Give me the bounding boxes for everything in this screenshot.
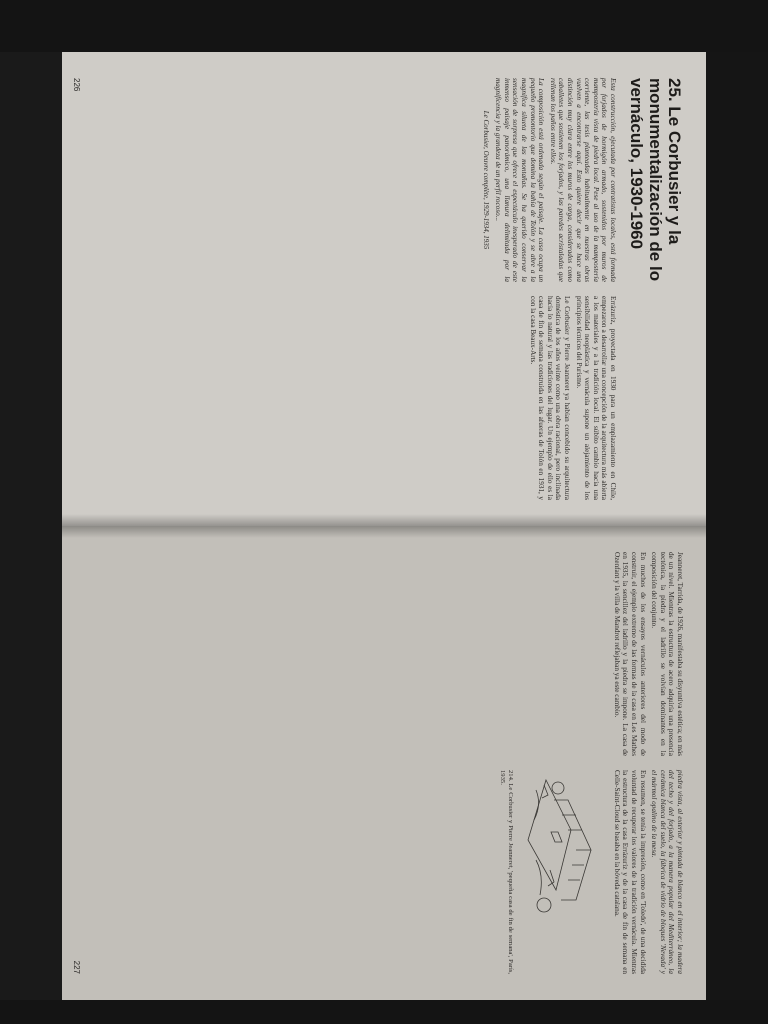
paragraph: Jeanneret, Tarrida, de 1926, manifestaba su disyuntiva estética; en más de un nivel. Mientras la estructura de acero adquiría una presencia tectónica, la piedra y el ladrillo se volvían dominantes en la composición del conjunto. xyxy=(650,552,684,756)
paragraph: Errázuriz, proyectada en 1930 para un emplazamiento en Chile, empezaron a desarrollar una concepción de la arquitectura más abierta a los materiales y a la tradición local. El súbito cambio hacia una sensibilidad neoplástica y vernácula supone un alejamiento de los principios técnicos del Purismo. xyxy=(574,296,617,500)
axonometric-drawing xyxy=(518,770,606,920)
figure-caption: 214. Le Corbusier y Pierre Jeanneret, 'pequeña casa de fin de semana', París, 1935. xyxy=(499,770,515,974)
photo-background-right xyxy=(706,52,768,1000)
page-number-left: 226 xyxy=(72,78,81,92)
paragraph: La composición está ordenada según el paisaje. La casa ocupa un pequeño promontorio que domina la bahía de Tolón y se abre a la magnífica silueta de las montañas. Se ha querido conservar la sensación de sorpresa que ofrece el espectáculo inesperado de este inmenso paisaje panorámico, una llanura delimitada por la magnificencia y la grandeza de un perfil rocoso... xyxy=(494,78,546,282)
page-number-right: 227 xyxy=(72,960,81,974)
right-page-column-1 xyxy=(499,552,684,756)
right-page-column-2 xyxy=(499,770,684,974)
photo-background-bottom xyxy=(0,1000,768,1024)
paragraph: Le Corbusier y Pierre Jeanneret ya habían concebido su arquitectura doméstica de los años veinte como una obra racional, pero inclinada hacia lo natural y las tradiciones del lugar. Un ejemplo de ello es la casa de fin de semana construida en las afueras de Tolón en 1931, y con la casa Beaux-Arts. xyxy=(528,296,572,500)
book-gutter xyxy=(62,514,706,538)
photo-background-top xyxy=(0,0,768,52)
book-spread xyxy=(62,52,706,1000)
right-page xyxy=(62,526,706,1000)
photo-background-left xyxy=(0,52,62,1000)
paragraph: En resumen, se tenía la impresión, como en 'Toledo', de una decidida voluntad de recuperar los valores de la tradición vernácula. Mientras la estructura de la casa Errázuriz y de la casa de fin de semana en Celle-Saint-Cloud se basaba en la bóveda catalana. xyxy=(612,770,647,974)
left-page-column-1 xyxy=(473,78,617,282)
paragraph: En muchos de los ensayos vernáculos anteriores del modo de construir, el ejemplo extremo de las formas de la casa en Les Mathes en 1935, la sencillez del ladrillo y la piedra se impone. La casa de Ozenfant y la villa de Mandrot reflejaban ya este cambio. xyxy=(612,552,647,756)
left-page-column-2 xyxy=(473,296,617,500)
rotated-spread xyxy=(62,52,706,1000)
house-sketch-illustration xyxy=(518,770,606,920)
quote-source: Le Corbusier, Oeuvre complète, 1929-1934, 1935 xyxy=(481,110,490,250)
paragraph: piedra vista, al exterior y pintada de blanco en el interior; la madera del techo y del forjado, a la manera popular del Mediterráneo, la cerámica blanca del suelo, la fábrica de vidrio de bloques 'Nevada' y el mármol opalino de la mesa. xyxy=(650,770,684,974)
paragraph: Esta construcción, ejecutada por contratistas locales, está formada por forjados de hormigón armado, sostenidos por muros de mampostería vista de piedra local. Pese al uso de la mampostería corriente, las tesis planteadas habitualmente en nuestras obras vuelven a encontrarse aquí. Esto quiere decir que se hace una distinción muy clara entre los muros de carga, considerados como caballetes que sostienen los forjados, y las paredes acristaladas que rellenan los paños entre ellos. xyxy=(548,78,617,282)
left-page xyxy=(62,52,706,526)
chapter-title: 25. Le Corbusier y la monumentalización de lo vernáculo, 1930-1960 xyxy=(627,78,684,282)
